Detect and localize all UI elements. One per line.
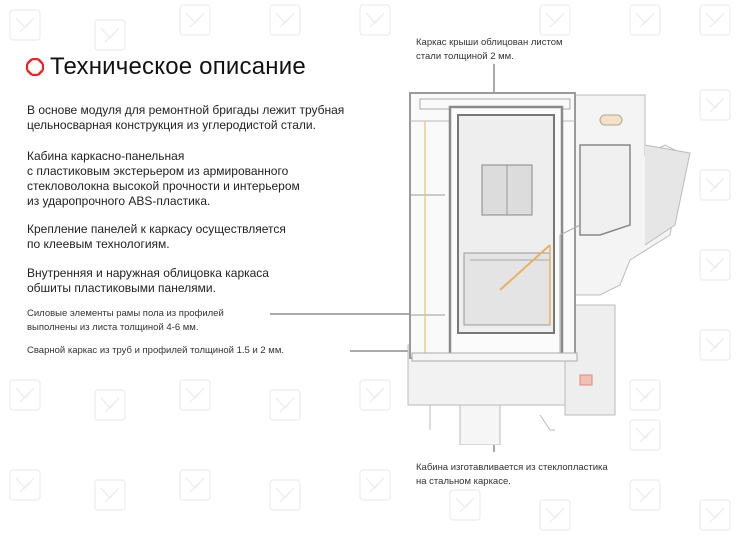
paragraph-mounting: Крепление панелей к каркасу осуществляется по клеевым технологиям.	[27, 222, 286, 251]
callout-frame: Сварной каркас из труб и профилей толщиной 1.5 и 2 мм.	[27, 345, 285, 356]
paragraph-frame: В основе модуля для ремонтной бригады лежит трубная цельносварная конструкция из углеродистой стали.	[27, 103, 345, 132]
callout-roof: Каркас крыши облицован листом стали толщиной 2 мм.	[416, 37, 563, 62]
callout-cabin: Кабина изготавливается из стеклопластика на стальном каркасе.	[416, 462, 608, 487]
page-title: Техническое описание	[50, 53, 306, 80]
cabin-diagram	[400, 85, 700, 445]
callout-floor: Силовые элементы рамы пола из профилей выполнены из листа толщиной 4-6 мм.	[27, 308, 224, 333]
paragraph-cladding: Внутренняя и наружная облицовка каркаса обшиты пластиковыми панелями.	[27, 266, 269, 295]
paragraph-cabin: Кабина каркасно-панельная с пластиковым экстерьером из армированного стекловолокна высокой прочности и интерьером из ударопрочного ABS-пластика.	[27, 149, 300, 208]
